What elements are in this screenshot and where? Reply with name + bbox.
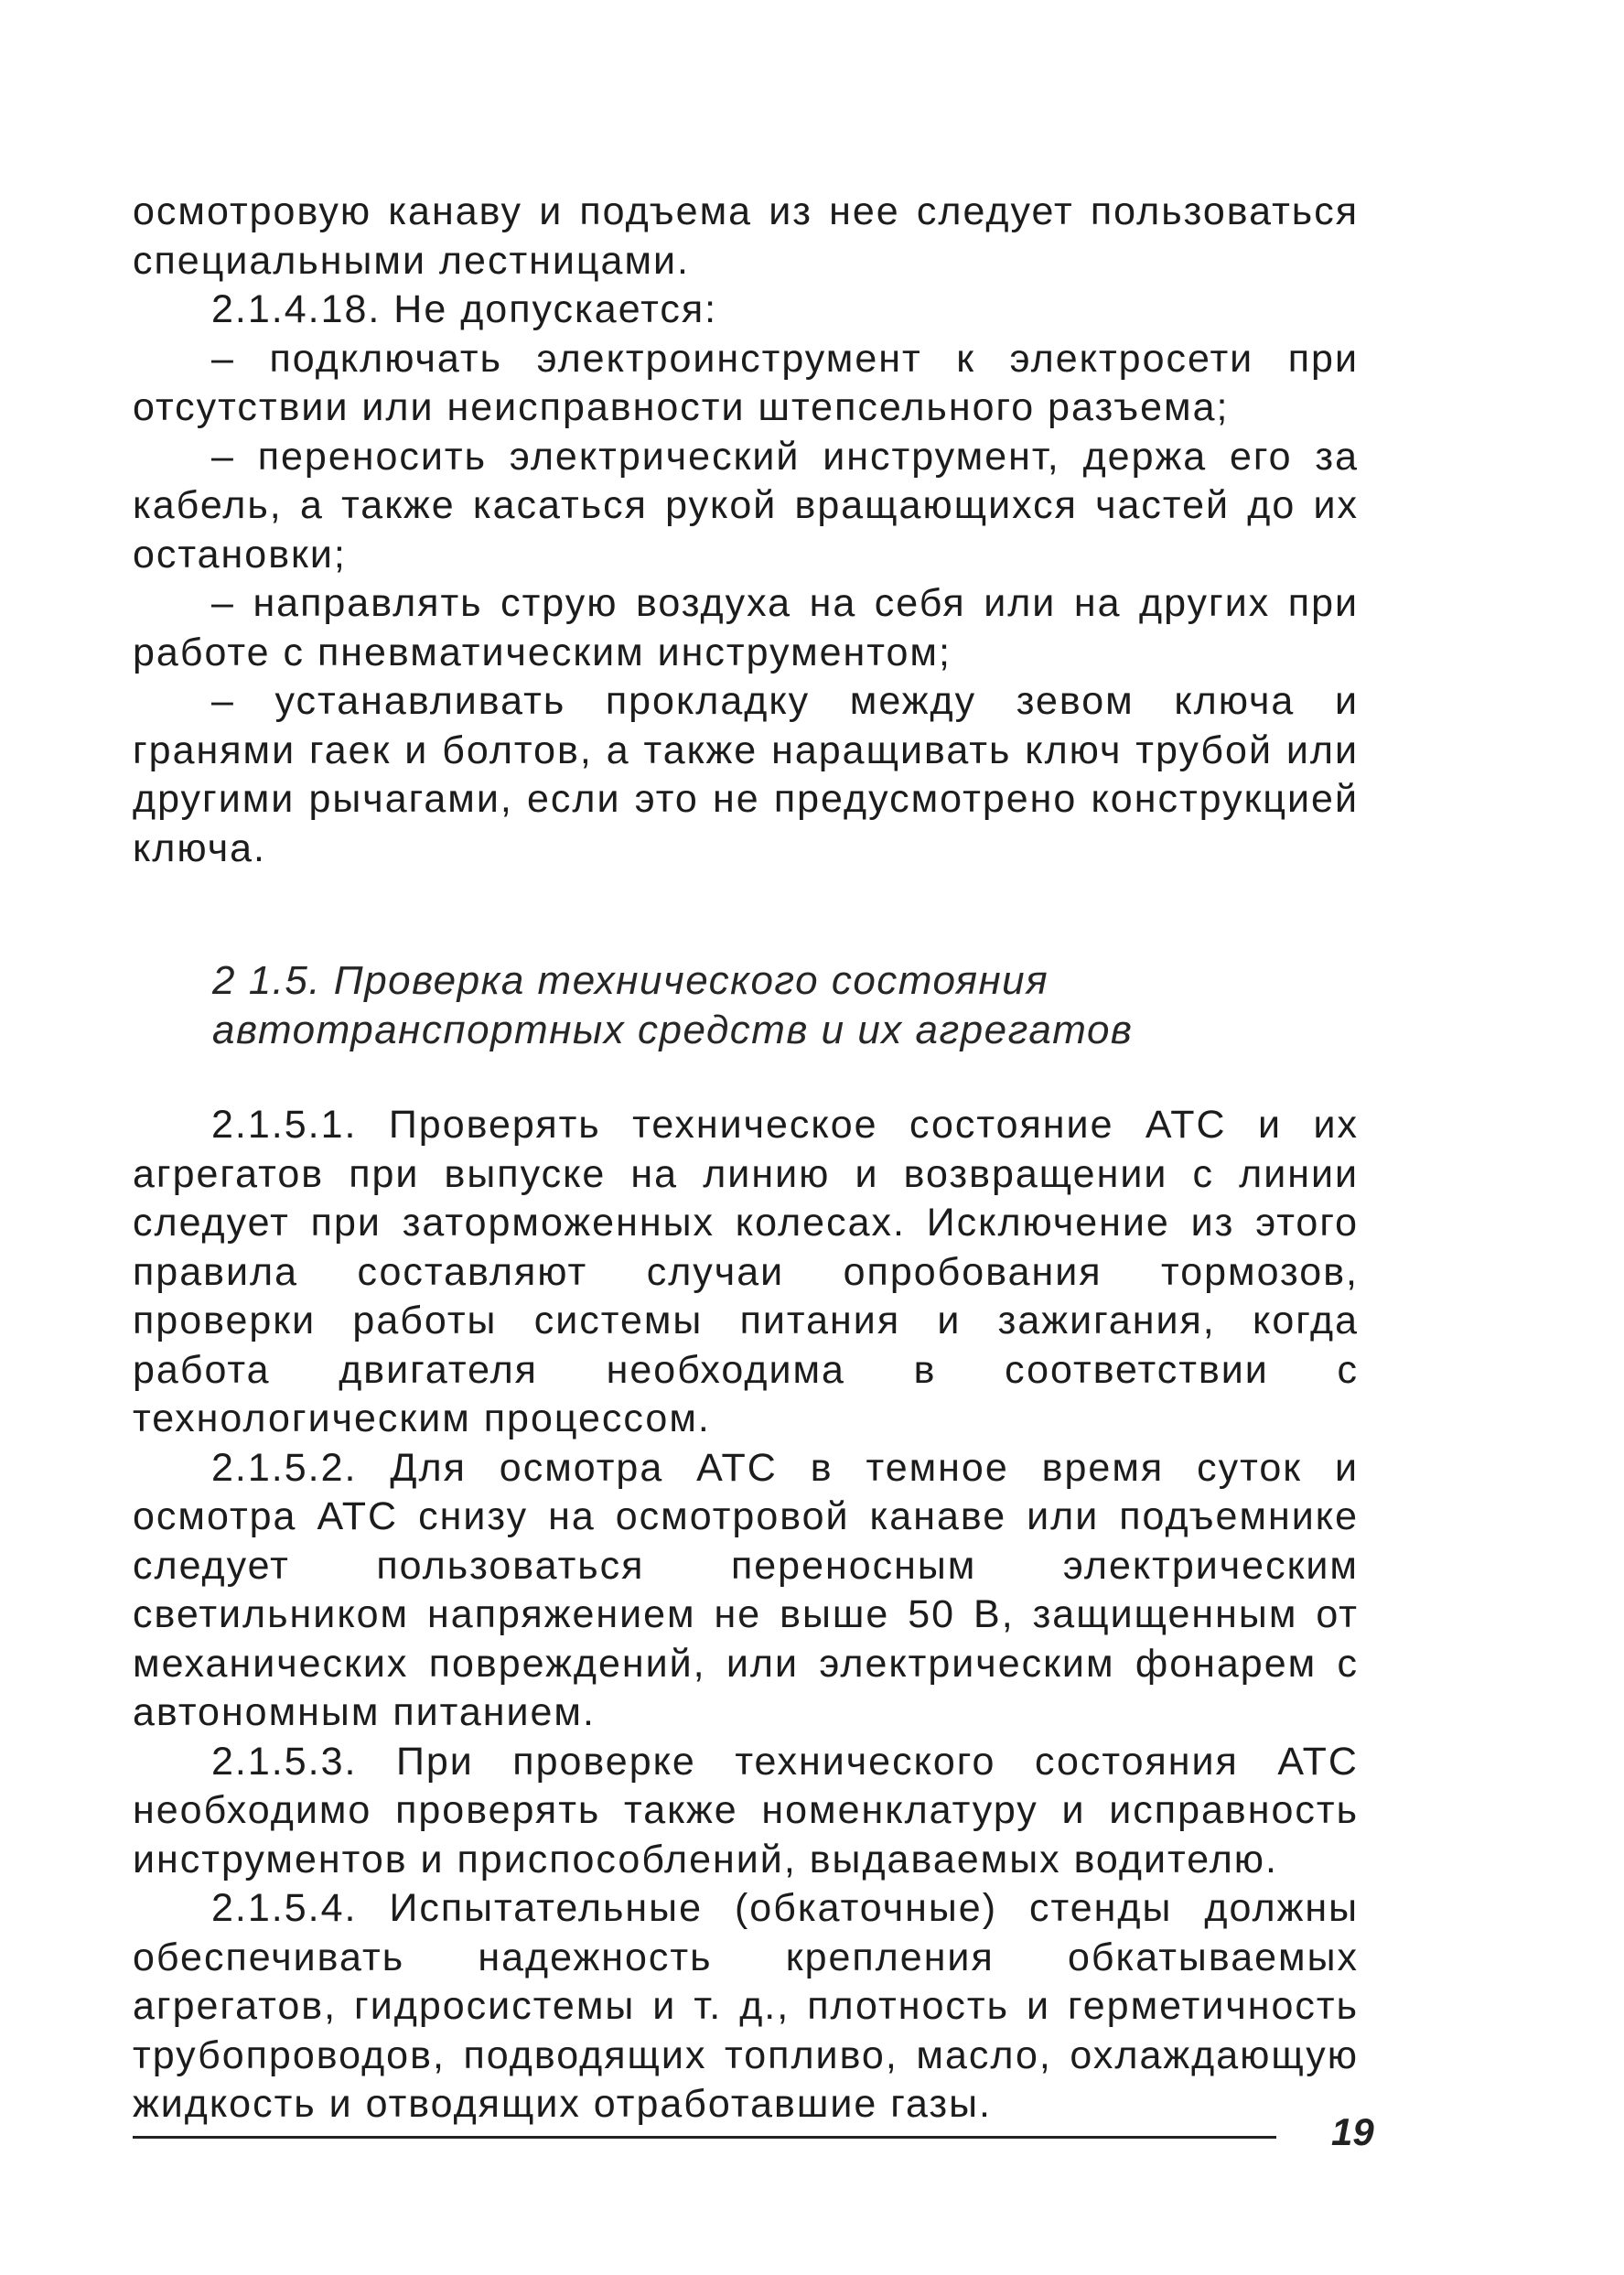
paragraph-continued: осмотровую канаву и подъема из нее следует пользоваться специальными лестницами. bbox=[133, 189, 1359, 283]
page-number: 19 bbox=[1331, 2110, 1374, 2153]
paragraph-2-1-4-18: 2.1.4.18. Не допускается: bbox=[211, 287, 718, 331]
list-item: – направлять струю воздуха на себя или на других при работе с пневматическим инструментом; bbox=[133, 581, 1359, 674]
section-heading-line-1: 2 1.5. Проверка технического состояния bbox=[212, 958, 1049, 1003]
section-heading bbox=[212, 956, 1310, 1055]
footer-divider bbox=[133, 2136, 1276, 2139]
paragraph-2-1-5-4: 2.1.5.4. Испытательные (обкаточные) стенды должны обеспечивать надежность крепления обкатываемых агрегатов, гидросистемы и т. д., плотность и герметичность трубопроводов, подводящих топливо, масло, охлаждающую жидкость и отводящих отработавшие газы. bbox=[133, 1886, 1359, 2126]
list-item: – подключать электроинструмент к электросети при отсутствии или неисправности штепсельного разъема; bbox=[133, 336, 1359, 429]
paragraph-2-1-5-1: 2.1.5.1. Проверять техническое состояние АТС и их агрегатов при выпуске на линию и возвращении с линии следует при заторможенных колесах. Исключение из этого правила составляют случаи опробования тормозов, проверки работы системы питания и зажигания, когда работа двигателя необходима в соответствии с технологическим процессом. bbox=[133, 1103, 1359, 1440]
paragraph-2-1-5-3: 2.1.5.3. При проверке технического состояния АТС необходимо проверять также номенклатуру и исправность инструментов и приспособлений, выдаваемых водителю. bbox=[133, 1739, 1359, 1881]
list-item: – переносить электрический инструмент, держа его за кабель, а также касаться рукой вращающихся частей до их остановки; bbox=[133, 434, 1359, 577]
paragraph-2-1-5-2: 2.1.5.2. Для осмотра АТС в темное время суток и осмотра АТС снизу на осмотровой канаве или подъемнике следует пользоваться переносным электрическим светильником напряжением не выше 50 В, защищенным от механических повреждений, или электрическим фонарем с автономным питанием. bbox=[133, 1445, 1359, 1734]
list-item: – устанавливать прокладку между зевом ключа и гранями гаек и болтов, а также наращивать ключ трубой или другими рычагами, если это не предусмотрено конструкцией ключа. bbox=[133, 679, 1359, 870]
section-heading-line-2: автотранспортных средств и их агрегатов bbox=[212, 1008, 1134, 1052]
bottom-text-section bbox=[133, 1101, 1359, 2129]
top-text-section bbox=[133, 188, 1359, 873]
